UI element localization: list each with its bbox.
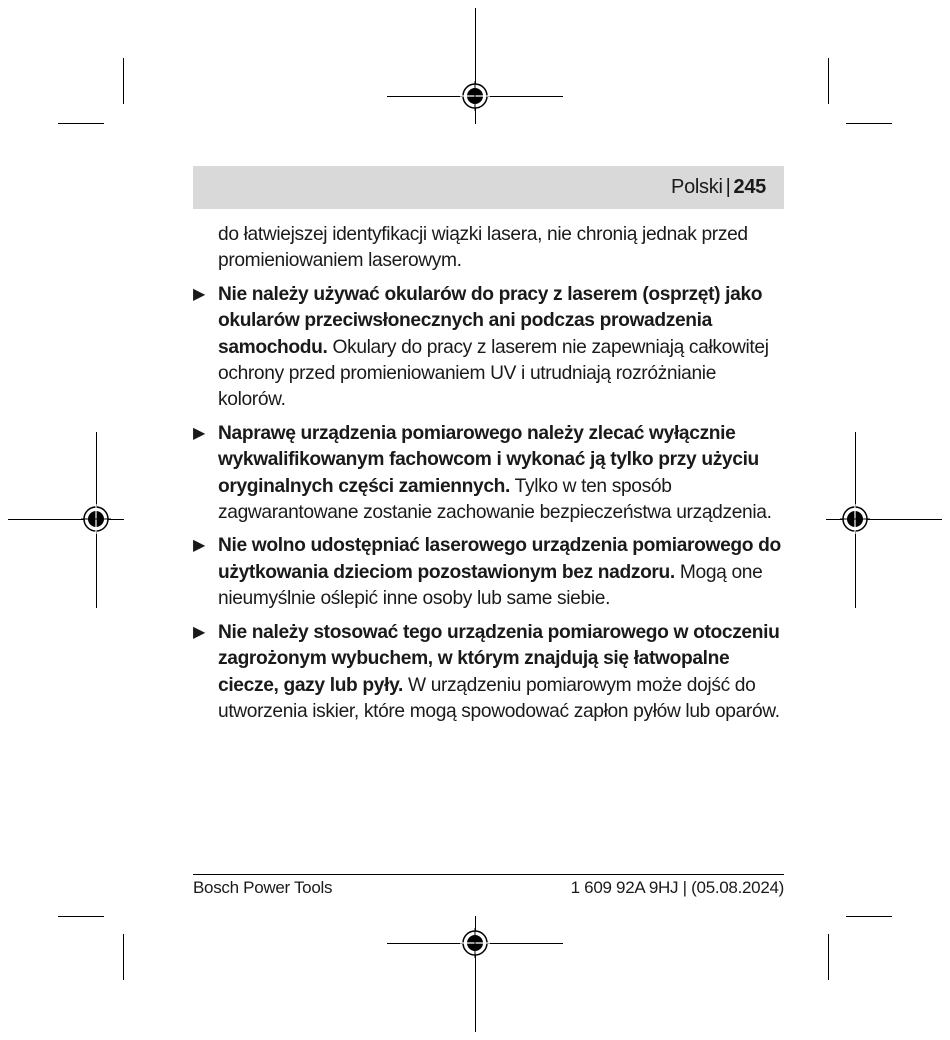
crop-mark xyxy=(828,58,829,104)
page-content xyxy=(193,222,784,732)
bullet-arrow-icon: ▶ xyxy=(193,537,205,555)
registration-mark-icon xyxy=(81,504,111,534)
bullet-text: Okulary do pracy z laserem nie zapewniają całkowitej ochrony przed promieniowaniem UV i utrudniają rozróżnianie kolorów. xyxy=(218,336,769,411)
crop-mark xyxy=(58,916,104,917)
crop-mark xyxy=(123,58,124,104)
list-item xyxy=(193,282,784,414)
bullet-text: W urządzeniu pomiarowym może dojść do utworzenia iskier, które mogą spowodować zapłon pyłów lub oparów. xyxy=(218,674,780,722)
crop-mark xyxy=(846,123,892,124)
footer-divider xyxy=(193,874,784,875)
header-text xyxy=(671,174,766,200)
registration-mark-icon xyxy=(840,504,870,534)
crop-mark xyxy=(58,123,104,124)
crop-mark xyxy=(123,934,124,980)
page-header xyxy=(193,166,784,209)
page-number: 245 xyxy=(733,176,766,198)
list-item xyxy=(193,533,784,612)
header-separator: | xyxy=(725,176,731,198)
bullet-text: Mogą one nieumyślnie oślepić inne osoby lub same siebie. xyxy=(218,561,763,610)
list-item xyxy=(193,421,784,527)
list-item xyxy=(193,620,784,726)
bullet-bold-text: Nie należy stosować tego urządzenia pomiarowego w otoczeniu zagrożonym wybuchem, w którym znajdują się łatwopalne ciecze, gazy lub pyły. xyxy=(218,621,780,696)
registration-mark-icon xyxy=(460,928,490,958)
lead-paragraph: do łatwiejszej identyfikacji wiązki lasera, nie chronią jednak przed promieniowaniem laserowym. xyxy=(218,224,748,272)
crop-mark xyxy=(846,916,892,917)
footer-doc-id: 1 609 92A 9HJ | (05.08.2024) xyxy=(570,878,784,897)
bullet-bold-text: Naprawę urządzenia pomiarowego należy zlecać wyłącznie wykwalifikowanym fachowcom i wykonać ją tylko przy użyciu oryginalnych części zamiennych. xyxy=(218,422,759,497)
header-language: Polski xyxy=(671,176,723,198)
bullet-bold-text: Nie należy używać okularów do pracy z laserem (osprzęt) jako okularów przeciwsłonecznych ani podczas prowadzenia samochodu. xyxy=(218,283,763,358)
crop-mark xyxy=(828,934,829,980)
bullet-bold-text: Nie wolno udostępniać laserowego urządzenia pomiarowego do użytkowania dzieciom pozostawionym bez nadzoru. xyxy=(218,535,781,583)
bullet-arrow-icon: ▶ xyxy=(193,424,205,442)
registration-mark-icon xyxy=(460,81,490,111)
footer-publisher: Bosch Power Tools xyxy=(193,878,333,897)
bullet-text: Tylko w ten sposób zagwarantowane zostanie zachowanie bezpieczeństwa urządzenia. xyxy=(218,475,772,524)
bullet-arrow-icon: ▶ xyxy=(193,285,205,303)
bullet-arrow-icon: ▶ xyxy=(193,623,205,641)
